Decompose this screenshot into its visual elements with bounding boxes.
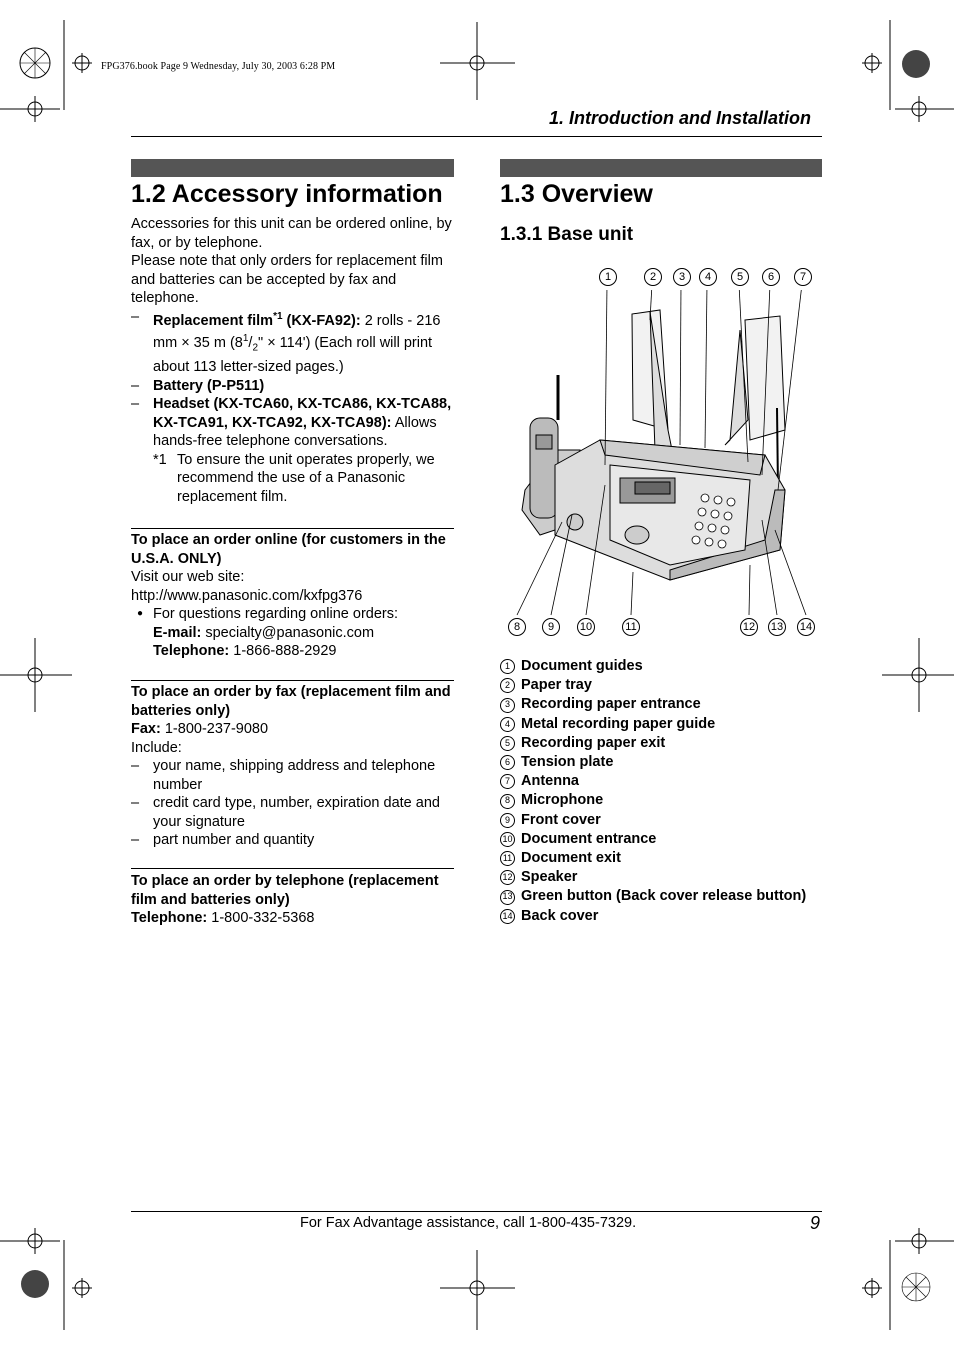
part-item: 5 Recording paper exit [500, 734, 806, 753]
part-item: 1 Document guides [500, 657, 806, 676]
callout-8: 8 [508, 618, 526, 636]
part-item: 12 Speaker [500, 868, 806, 887]
order-online [131, 531, 456, 661]
rule-phone [131, 868, 454, 869]
part-item: 8 Microphone [500, 791, 806, 810]
callout-10: 10 [577, 618, 595, 636]
callout-9: 9 [542, 618, 560, 636]
fax-include-item: – your name, shipping address and telephone number [131, 758, 436, 793]
base-unit-subtitle: 1.3.1 Base unit [500, 224, 634, 245]
rule-fax [131, 680, 454, 681]
fax-include-item: – part number and quantity [131, 832, 315, 848]
footnote: *1 To ensure the unit operates properly, we recommend the use of a Panasonic replacement film. [153, 451, 435, 505]
part-item: 3 Recording paper entrance [500, 695, 806, 714]
item-battery: – Battery (P-P511) [131, 377, 265, 394]
item-replacement-film: – Replacement film$^{*1}$ (KX-FA92): 2 rolls - 216 mm × 35 m ($8^1/_2$" × 114') (Each roll will print about 113 letter-sized pages.) [131, 308, 441, 376]
part-item: 13 Green button (Back cover release button) [500, 887, 806, 906]
fax-heading: To place an order by fax (replacement film and batteries only) [131, 684, 451, 719]
header-rule [131, 136, 822, 137]
order-phone: To place an order by telephone (replacement film and batteries only) Telephone: 1-800-332-5368 [131, 872, 456, 928]
part-item: 10 Document entrance [500, 830, 806, 849]
callout-2: 2 [644, 268, 662, 286]
section-bar-right [500, 159, 822, 177]
online-visit: Visit our web site: [131, 569, 245, 585]
intro-2: Please note that only orders for replacement film and batteries can be accepted by fax and telephone. [131, 253, 443, 306]
part-item: 11 Document exit [500, 849, 806, 868]
fax-include-item: – credit card type, number, expiration date and your signature [131, 795, 440, 830]
rule-online [131, 528, 454, 529]
section-title: 1. Introduction and Installation [549, 108, 812, 128]
item-headset: – Headset (KX-TCA60, KX-TCA86, KX-TCA88, KX-TCA91, KX-TCA92, KX-TCA98): Allows hands-free telephone conversations. [131, 396, 452, 450]
part-item: 4 Metal recording paper guide [500, 715, 806, 734]
accessory-title: 1.2 Accessory information [131, 180, 443, 208]
online-email[interactable]: specialty@panasonic.com [201, 624, 375, 641]
footer-rule [131, 1211, 822, 1212]
callout-13: 13 [768, 618, 786, 636]
order-fax: To place an order by fax (replacement film and batteries only) Fax: 1-800-237-9080 Include: – your name, shipping address and telephone number – credit card type, number, expiration date and your signature – part number and quantity [131, 683, 456, 850]
section-bar-left [131, 159, 454, 177]
overview-title: 1.3 Overview [500, 180, 653, 208]
page-number: 9 [810, 1213, 821, 1233]
part-item: 7 Antenna [500, 772, 806, 791]
book-info: FPG376.book Page 9 Wednesday, July 30, 2003 6:28 PM [101, 61, 336, 72]
callout-4: 4 [699, 268, 717, 286]
callout-5: 5 [731, 268, 749, 286]
online-url[interactable]: http://www.panasonic.com/kxfpg376 [131, 587, 363, 604]
callout-6: 6 [762, 268, 780, 286]
callout-11: 11 [622, 618, 640, 636]
online-questions: ● For questions regarding online orders: E-mail: specialty@panasonic.com Telephone: 1-866-888-2929 [137, 606, 399, 659]
part-item: 2 Paper tray [500, 676, 806, 695]
parts-list [500, 657, 806, 926]
fax-machine-illustration [500, 290, 830, 620]
callout-7: 7 [794, 268, 812, 286]
callout-1: 1 [599, 268, 617, 286]
part-item: 6 Tension plate [500, 753, 806, 772]
callout-14: 14 [797, 618, 815, 636]
footer-assistance: For Fax Advantage assistance, call 1-800-435-7329. [300, 1215, 637, 1231]
part-item: 14 Back cover [500, 907, 806, 926]
accessory-content [131, 215, 456, 506]
online-heading: To place an order online (for customers in the U.S.A. ONLY) [131, 532, 446, 567]
intro-1: Accessories for this unit can be ordered online, by fax, or by telephone. [131, 216, 452, 251]
part-item: 9 Front cover [500, 811, 806, 830]
phone-heading: To place an order by telephone (replacement film and batteries only) [131, 873, 439, 908]
callout-12: 12 [740, 618, 758, 636]
callout-3: 3 [673, 268, 691, 286]
